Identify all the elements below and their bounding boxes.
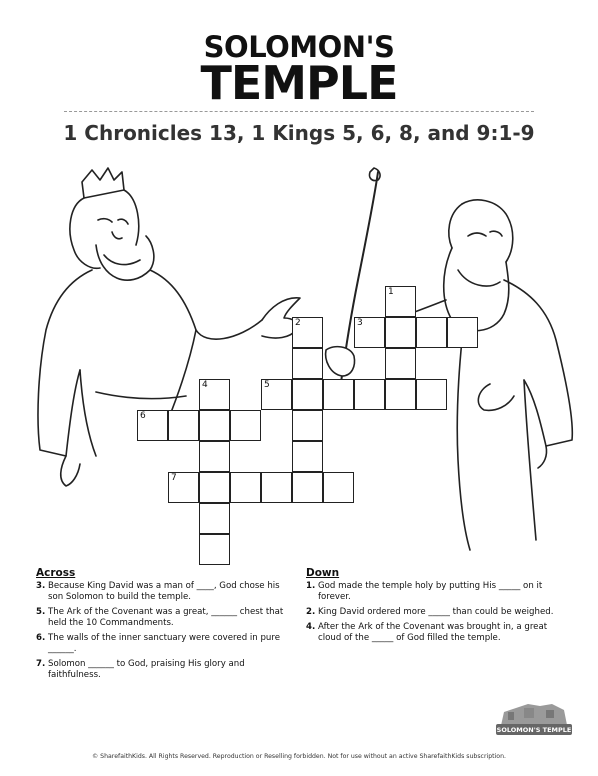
clue-number: 4 <box>202 380 208 390</box>
clue-across-5: 5. The Ark of the Covenant was a great, ______ chest that held the 10 Commandments. <box>36 607 284 628</box>
crossword-cell[interactable] <box>199 441 230 472</box>
crossword-cell[interactable] <box>292 472 323 503</box>
scripture-reference: 1 Chronicles 13, 1 Kings 5, 6, 8, and 9:1-9 <box>63 121 535 145</box>
clue-number: 1 <box>388 287 394 297</box>
crossword-cell[interactable] <box>323 472 354 503</box>
crossword-cell[interactable] <box>230 472 261 503</box>
copyright-footer: © SharefaithKids. All Rights Reserved. Reproduction or Reselling forbidden. Not for use without an active SharefaithKids subscription. <box>92 753 506 760</box>
title-line-1: SOLOMON'S <box>203 30 395 64</box>
crossword-cell[interactable] <box>199 472 230 503</box>
across-clues <box>36 568 294 685</box>
clue-across-7: 7. Solomon ______ to God, praising His glory and faithfulness. <box>36 659 245 680</box>
clue-number: 2 <box>295 318 301 328</box>
crossword-cell[interactable] <box>354 379 385 410</box>
crossword-cell[interactable] <box>230 410 261 441</box>
crossword-cell[interactable] <box>292 379 323 410</box>
clue-down-1: 1. God made the temple holy by putting His _____ on it forever. <box>306 581 543 602</box>
clue-number: 3 <box>357 318 363 328</box>
clue-number: 7 <box>171 473 177 483</box>
clue-number: 5 <box>264 380 270 390</box>
crossword-cell[interactable] <box>416 379 447 410</box>
clue-down-4: 4. After the Ark of the Covenant was brought in, a great cloud of the _____ of God filled the temple. <box>306 622 548 643</box>
down-clues <box>306 568 568 648</box>
crossword-cell[interactable] <box>199 410 230 441</box>
solomons-temple-badge <box>494 700 574 740</box>
crossword-cell[interactable] <box>292 348 323 379</box>
crossword-cell[interactable] <box>447 317 478 348</box>
crossword-cell[interactable] <box>199 503 230 534</box>
clue-down-2: 2. King David ordered more _____ than could be weighed. <box>306 607 554 617</box>
crossword-cell[interactable] <box>199 534 230 565</box>
clue-across-6: 6. The walls of the inner sanctuary were covered in pure ______. <box>36 633 280 654</box>
crossword-cell[interactable] <box>168 410 199 441</box>
title-line-2: TEMPLE <box>200 56 398 110</box>
crossword-cell[interactable] <box>261 472 292 503</box>
clue-across-3: 3. Because King David was a man of ____, God chose his son Solomon to build the temple. <box>36 581 280 602</box>
down-heading: Down <box>306 567 340 579</box>
across-heading: Across <box>36 567 76 579</box>
crossword-cell[interactable] <box>323 379 354 410</box>
crossword-cell[interactable] <box>292 410 323 441</box>
crossword-cell[interactable] <box>385 379 416 410</box>
clue-number: 6 <box>140 411 146 421</box>
crossword-cell[interactable] <box>416 317 447 348</box>
crossword-cell[interactable] <box>385 348 416 379</box>
crossword-cell[interactable] <box>385 317 416 348</box>
badge-text: SOLOMON'S TEMPLE <box>496 726 572 734</box>
crossword-cell[interactable] <box>292 441 323 472</box>
